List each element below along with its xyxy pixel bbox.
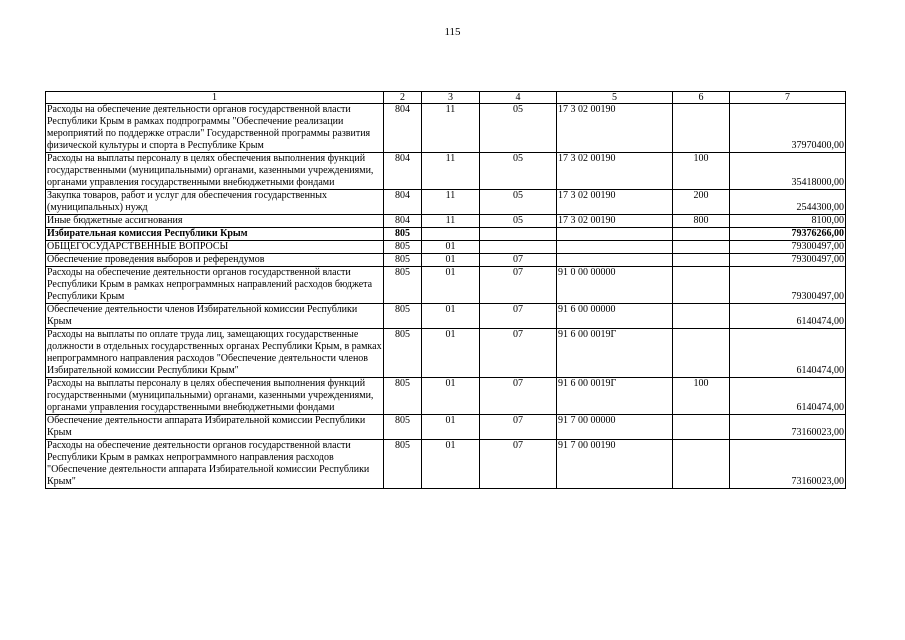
section-code-cell: 01 <box>422 254 480 267</box>
table-row <box>46 378 846 415</box>
expense-type-cell: 800 <box>673 215 730 228</box>
ministry-code-cell: 805 <box>384 254 422 267</box>
ministry-code-cell: 805 <box>384 415 422 440</box>
subsection-code-cell: 05 <box>480 153 557 190</box>
ministry-code-cell: 805 <box>384 329 422 378</box>
table-row <box>46 254 846 267</box>
section-code-cell: 01 <box>422 329 480 378</box>
header-col-4: 4 <box>480 92 557 104</box>
table-row <box>46 241 846 254</box>
table-row <box>46 267 846 304</box>
amount-cell: 37970400,00 <box>730 104 846 153</box>
target-article-cell: 91 6 00 0019Г <box>557 329 673 378</box>
expenditure-name-cell: Расходы на выплаты персоналу в целях обеспечения выполнения функций государственными (муниципальными) органами, казенными учреждениями, органами управления государственными внебюджетными фондами <box>46 378 384 415</box>
expense-type-cell <box>673 267 730 304</box>
amount-cell: 79376266,00 <box>730 228 846 241</box>
section-code-cell: 01 <box>422 304 480 329</box>
section-code-cell: 01 <box>422 378 480 415</box>
target-article-cell: 17 3 02 00190 <box>557 215 673 228</box>
target-article-cell <box>557 228 673 241</box>
expense-type-cell <box>673 104 730 153</box>
ministry-code-cell: 804 <box>384 215 422 228</box>
budget-table <box>45 91 846 489</box>
expense-type-cell <box>673 415 730 440</box>
amount-cell: 6140474,00 <box>730 304 846 329</box>
target-article-cell <box>557 254 673 267</box>
ministry-code-cell: 805 <box>384 228 422 241</box>
section-code-cell: 11 <box>422 153 480 190</box>
subsection-code-cell: 07 <box>480 378 557 415</box>
ministry-code-cell: 804 <box>384 104 422 153</box>
expenditure-name-cell: Иные бюджетные ассигнования <box>46 215 384 228</box>
expense-type-cell: 100 <box>673 378 730 415</box>
subsection-code-cell: 05 <box>480 215 557 228</box>
target-article-cell: 17 3 02 00190 <box>557 190 673 215</box>
table-row <box>46 440 846 489</box>
subsection-code-cell <box>480 228 557 241</box>
section-code-cell: 01 <box>422 415 480 440</box>
subsection-code-cell: 07 <box>480 440 557 489</box>
expenditure-name-cell: Расходы на обеспечение деятельности органов государственной власти Республики Крым в рамках непрограммного направления расходов "Обеспечение деятельности аппарата Избирательной комиссии Республики Крым" <box>46 440 384 489</box>
section-code-cell: 11 <box>422 190 480 215</box>
expenditure-name-cell: ОБЩЕГОСУДАРСТВЕННЫЕ ВОПРОСЫ <box>46 241 384 254</box>
expenditure-name-cell: Избирательная комиссия Республики Крым <box>46 228 384 241</box>
subsection-code-cell <box>480 241 557 254</box>
expense-type-cell <box>673 228 730 241</box>
table-row <box>46 190 846 215</box>
subsection-code-cell: 07 <box>480 329 557 378</box>
ministry-code-cell: 805 <box>384 378 422 415</box>
subsection-code-cell: 07 <box>480 304 557 329</box>
table-row <box>46 153 846 190</box>
ministry-code-cell: 804 <box>384 190 422 215</box>
table-row <box>46 215 846 228</box>
target-article-cell: 17 3 02 00190 <box>557 104 673 153</box>
section-code-cell: 01 <box>422 241 480 254</box>
target-article-cell: 91 6 00 00000 <box>557 304 673 329</box>
expense-type-cell: 100 <box>673 153 730 190</box>
subsection-code-cell: 07 <box>480 267 557 304</box>
amount-cell: 79300497,00 <box>730 267 846 304</box>
page-number: 115 <box>444 26 461 38</box>
expenditure-name-cell: Обеспечение деятельности аппарата Избирательной комиссии Республики Крым <box>46 415 384 440</box>
amount-cell: 73160023,00 <box>730 415 846 440</box>
amount-cell: 2544300,00 <box>730 190 846 215</box>
ministry-code-cell: 805 <box>384 440 422 489</box>
expenditure-name-cell: Обеспечение проведения выборов и референдумов <box>46 254 384 267</box>
section-code-cell: 01 <box>422 267 480 304</box>
header-col-7: 7 <box>730 92 846 104</box>
ministry-code-cell: 805 <box>384 241 422 254</box>
table-row <box>46 329 846 378</box>
section-code-cell <box>422 228 480 241</box>
expense-type-cell <box>673 254 730 267</box>
subsection-code-cell: 07 <box>480 254 557 267</box>
header-col-1: 1 <box>46 92 384 104</box>
amount-cell: 73160023,00 <box>730 440 846 489</box>
header-col-5: 5 <box>557 92 673 104</box>
amount-cell: 79300497,00 <box>730 254 846 267</box>
expense-type-cell <box>673 241 730 254</box>
amount-cell: 35418000,00 <box>730 153 846 190</box>
target-article-cell <box>557 241 673 254</box>
header-col-3: 3 <box>422 92 480 104</box>
section-code-cell: 11 <box>422 215 480 228</box>
amount-cell: 8100,00 <box>730 215 846 228</box>
expense-type-cell <box>673 304 730 329</box>
table-row <box>46 304 846 329</box>
expenditure-name-cell: Расходы на обеспечение деятельности органов государственной власти Республики Крым в рамках непрограммных направлений расходов бюджета Республики Крым <box>46 267 384 304</box>
target-article-cell: 91 7 00 00190 <box>557 440 673 489</box>
table-row <box>46 415 846 440</box>
expense-type-cell <box>673 329 730 378</box>
expenditure-name-cell: Расходы на выплаты персоналу в целях обеспечения выполнения функций государственными (муниципальными) органами, казенными учреждениями, органами управления государственными внебюджетными фондами <box>46 153 384 190</box>
amount-cell: 6140474,00 <box>730 378 846 415</box>
section-code-cell: 01 <box>422 440 480 489</box>
subsection-code-cell: 07 <box>480 415 557 440</box>
expenditure-name-cell: Расходы на выплаты по оплате труда лиц, замещающих государственные должности в отдельных государственных органах Республики Крым, в рамках непрограммного направления расходов "Обеспечение деятельности членов Избирательной комиссии Республики Крым" <box>47 329 382 376</box>
expense-type-cell <box>673 440 730 489</box>
amount-cell: 6140474,00 <box>730 329 846 378</box>
ministry-code-cell: 805 <box>384 267 422 304</box>
expenditure-name-cell: Обеспечение деятельности членов Избирательной комиссии Республики Крым <box>46 304 384 329</box>
ministry-code-cell: 804 <box>384 153 422 190</box>
target-article-cell: 91 6 00 0019Г <box>557 378 673 415</box>
amount-cell: 79300497,00 <box>730 241 846 254</box>
table-row <box>46 104 846 153</box>
header-row <box>46 92 846 104</box>
target-article-cell: 91 7 00 00000 <box>557 415 673 440</box>
header-col-6: 6 <box>673 92 730 104</box>
subsection-code-cell: 05 <box>480 104 557 153</box>
table-row <box>46 228 846 241</box>
target-article-cell: 17 3 02 00190 <box>557 153 673 190</box>
expenditure-name-cell: Расходы на обеспечение деятельности органов государственной власти Республики Крым в рамках подпрограммы "Обеспечение реализации мероприятий по поддержке отрасли" Государственной программы развития физической культуры и спорта в Республике Крым <box>46 104 384 153</box>
expense-type-cell: 200 <box>673 190 730 215</box>
subsection-code-cell: 05 <box>480 190 557 215</box>
section-code-cell: 11 <box>422 104 480 153</box>
target-article-cell: 91 0 00 00000 <box>557 267 673 304</box>
ministry-code-cell: 805 <box>384 304 422 329</box>
expenditure-name-cell: Закупка товаров, работ и услуг для обеспечения государственных (муниципальных) нужд <box>46 190 384 215</box>
header-col-2: 2 <box>384 92 422 104</box>
